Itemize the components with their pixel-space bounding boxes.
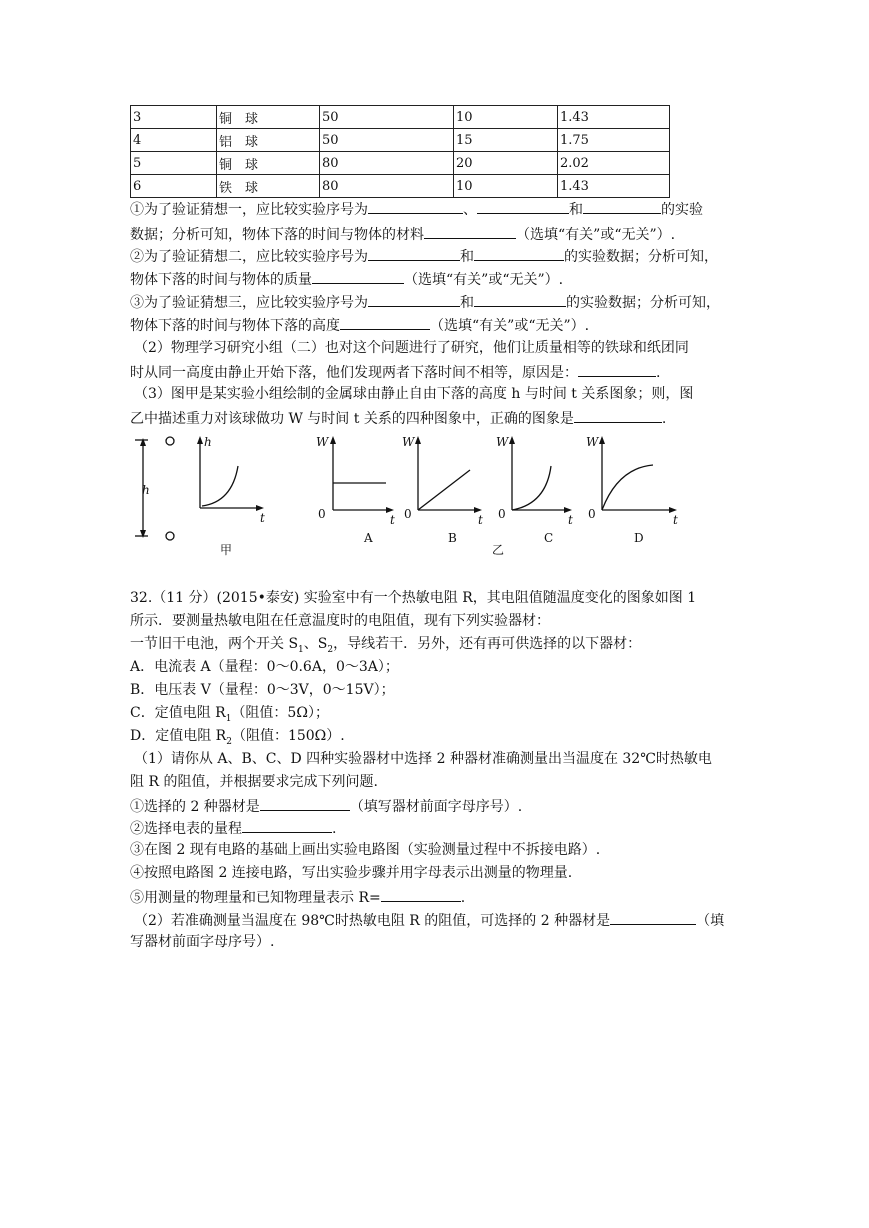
table-row <box>131 106 670 129</box>
answer-blank[interactable] <box>474 246 564 261</box>
arrowhead <box>330 436 336 444</box>
table-cell: 1.43 <box>558 106 670 129</box>
graph-c-origin: 0 <box>498 507 506 521</box>
table-cell: 1.43 <box>558 175 670 198</box>
text: （2）若准确测量当温度在 98℃时热敏电阻 R 的阻值，可选择的 2 种器材是 <box>134 913 611 929</box>
text: . <box>332 821 337 837</box>
text: 物体下落的时间与物体下落的高度 <box>130 318 340 334</box>
q1-line-4 <box>130 269 563 289</box>
option-a: A．电流表 A（量程：0～0.6A，0～3A）； <box>130 659 399 675</box>
text: （填写器材前面字母序号）. <box>349 799 523 815</box>
q1-line-6 <box>130 315 589 335</box>
graph-b-line <box>418 470 470 510</box>
p32-item-3: ③在图 2 现有电路的基础上画出实验电路图（实验测量过程中不拆接电路）. <box>130 842 601 858</box>
answer-blank[interactable] <box>610 910 696 925</box>
option-d <box>130 727 345 751</box>
table-cell: 80 <box>320 152 454 175</box>
graph-c-x-label: t <box>568 513 573 527</box>
graph-a-x-label: t <box>390 513 395 527</box>
text: 物体下落的时间与物体的质量 <box>130 272 312 288</box>
text: 和 <box>569 202 583 218</box>
option-c <box>130 704 329 728</box>
text: ①选择的 2 种器材是 <box>130 799 260 815</box>
jia-caption: 甲 <box>220 543 233 557</box>
text: . <box>661 411 667 427</box>
text: （选填“有关”或“无关”）. <box>430 318 590 334</box>
q1-line-3 <box>130 246 718 266</box>
jia-y-label: h <box>204 435 212 449</box>
text: （选填“有关”或“无关”）. <box>404 272 564 288</box>
subscript: 2 <box>327 644 334 655</box>
q1-line-2 <box>130 224 675 244</box>
text: ②为了验证猜想二，应比较实验序号为 <box>130 249 368 265</box>
table-cell: 5 <box>131 152 217 175</box>
table-row <box>131 129 670 152</box>
table-cell: 10 <box>454 175 558 198</box>
arrowhead <box>509 436 515 444</box>
table-cell: 20 <box>454 152 558 175</box>
data-table <box>130 105 670 198</box>
table-cell: 铜 球 <box>217 152 320 175</box>
table-cell: 3 <box>131 106 217 129</box>
text: . <box>460 890 466 906</box>
table-cell: 铝 球 <box>217 129 320 152</box>
arrowhead <box>197 436 203 444</box>
graph-b-caption: B <box>448 531 457 545</box>
arrow-down <box>140 530 146 538</box>
text: . <box>656 365 661 381</box>
text: （填 <box>696 913 725 929</box>
text: ②选择电表的量程 <box>130 821 242 837</box>
table-row <box>131 175 670 198</box>
text: （选填“有关”或“无关”）. <box>516 227 676 243</box>
ball-top <box>166 437 174 445</box>
answer-blank[interactable] <box>368 292 460 307</box>
text: 乙中描述重力对该球做功 W 与时间 t 关系的四种图象中，正确的图象是 <box>130 411 574 427</box>
table-cell: 50 <box>320 129 454 152</box>
graph-c-y-label: W <box>496 435 509 449</box>
graph-a-origin: 0 <box>318 507 326 521</box>
graph-d-caption: D <box>634 531 644 545</box>
answer-blank[interactable] <box>574 408 662 423</box>
text: 和 <box>460 295 474 311</box>
graph-d-y-label: W <box>586 435 599 449</box>
graph-d-origin: 0 <box>588 507 596 521</box>
text: 一节旧干电池，两个开关 S <box>130 636 299 652</box>
text: ①为了验证猜想一，应比较实验序号为 <box>130 202 368 218</box>
q3-line-1: （3）图甲是某实验小组绘制的金属球由静止自由下落的高度 h 与时间 t 关系图象；则，图 <box>134 386 694 402</box>
p32-line-3 <box>130 635 641 659</box>
answer-blank[interactable] <box>583 199 661 214</box>
answer-blank[interactable] <box>368 199 463 214</box>
table-cell: 15 <box>454 129 558 152</box>
text: 数据；分析可知，物体下落的时间与物体的材料 <box>130 227 424 243</box>
p32-item-1 <box>130 796 522 816</box>
graph-b-origin: 0 <box>404 507 412 521</box>
graph-c-caption: C <box>544 531 554 545</box>
table-cell: 10 <box>454 106 558 129</box>
arrowhead <box>415 436 421 444</box>
table-cell: 铜 球 <box>217 106 320 129</box>
subscript: 2 <box>226 736 232 747</box>
graph-d-x-label: t <box>673 513 678 527</box>
table-cell: 6 <box>131 175 217 198</box>
q1-line-5 <box>130 292 720 312</box>
yi-caption: 乙 <box>492 543 505 557</box>
answer-blank[interactable] <box>340 315 430 330</box>
graph-a-caption: A <box>364 531 373 545</box>
subscript: 1 <box>298 644 304 655</box>
graph-a-y-label: W <box>316 435 329 449</box>
text: ⑤用测量的物理量和已知物理量表示 R= <box>130 890 381 906</box>
text: 、 <box>463 202 477 218</box>
text: 的实验数据；分析可知， <box>566 295 720 311</box>
text: 的实验 <box>661 202 703 218</box>
q3-line-2 <box>130 408 666 428</box>
p32-item-5 <box>130 887 465 907</box>
graph-b-x-label: t <box>478 513 483 527</box>
table-cell: 50 <box>320 106 454 129</box>
p32-sub1-line-1: （1）请你从 A、B、C、D 四种实验器材中选择 2 种器材准确测量出当温度在 32℃时热敏电 <box>134 751 712 767</box>
q1-line-1 <box>130 199 703 219</box>
subscript: 1 <box>225 713 232 724</box>
answer-blank[interactable] <box>312 269 404 284</box>
height-label: h <box>142 483 150 497</box>
text: （阻值：5Ω）； <box>231 705 329 721</box>
text: 和 <box>460 249 474 265</box>
answer-blank[interactable] <box>260 796 350 811</box>
q2-line-1: （2）物理学习研究小组（二）也对这个问题进行了研究，他们让质量相等的铁球和纸团同 <box>134 340 689 356</box>
p32-line-1: 32.（11 分）(2015•泰安) 实验室中有一个热敏电阻 R，其电阻值随温度变化的图象如图 1 <box>130 590 697 606</box>
answer-blank[interactable] <box>578 362 656 377</box>
answer-blank[interactable] <box>368 246 460 261</box>
arrow-up <box>140 438 146 446</box>
table-cell: 2.02 <box>558 152 670 175</box>
table-cell: 80 <box>320 175 454 198</box>
option-b: B．电压表 V（量程：0～3V，0～15V）； <box>130 682 395 698</box>
p32-sub2-line-1 <box>134 910 724 930</box>
p32-line-2: 所示．要测量热敏电阻在任意温度时的电阻值，现有下列实验器材： <box>130 613 550 629</box>
figure-graphs <box>128 430 688 560</box>
answer-blank[interactable] <box>381 887 461 902</box>
text: 的实验数据；分析可知， <box>564 249 718 265</box>
text: （阻值：150Ω）. <box>231 728 345 744</box>
q2-line-2 <box>130 362 660 382</box>
graph-b-y-label: W <box>402 435 415 449</box>
text: ，导线若干．另外，还有再可供选择的以下器材： <box>333 636 642 652</box>
p32-item-4: ④按照电路图 2 连接电路，写出实验步骤并用字母表示出测量的物理量. <box>130 865 573 881</box>
jia-x-label: t <box>260 511 265 525</box>
p32-sub1-line-2: 阻 R 的阻值，并根据要求完成下列问题. <box>130 774 378 790</box>
text: 、S <box>303 636 328 652</box>
graph-d-curve <box>602 465 653 510</box>
answer-blank[interactable] <box>477 199 569 214</box>
table-cell: 1.75 <box>558 129 670 152</box>
table-cell: 4 <box>131 129 217 152</box>
p32-sub2-line-2: 写器材前面字母序号）. <box>130 934 275 950</box>
arrowhead <box>599 436 605 444</box>
table-row <box>131 152 670 175</box>
answer-blank[interactable] <box>424 224 516 239</box>
p32-item-2 <box>130 818 336 838</box>
text: 时从同一高度由静止开始下落，他们发现两者下落时间不相等，原因是： <box>130 365 578 381</box>
answer-blank[interactable] <box>474 292 566 307</box>
table-cell: 铁 球 <box>217 175 320 198</box>
text: C．定值电阻 R <box>130 705 226 721</box>
jia-curve <box>202 466 238 506</box>
text: D．定值电阻 R <box>130 728 227 744</box>
answer-blank[interactable] <box>242 818 332 833</box>
graph-c-curve <box>512 466 551 510</box>
text: ③为了验证猜想三，应比较实验序号为 <box>130 295 368 311</box>
ball-bottom <box>166 532 174 540</box>
